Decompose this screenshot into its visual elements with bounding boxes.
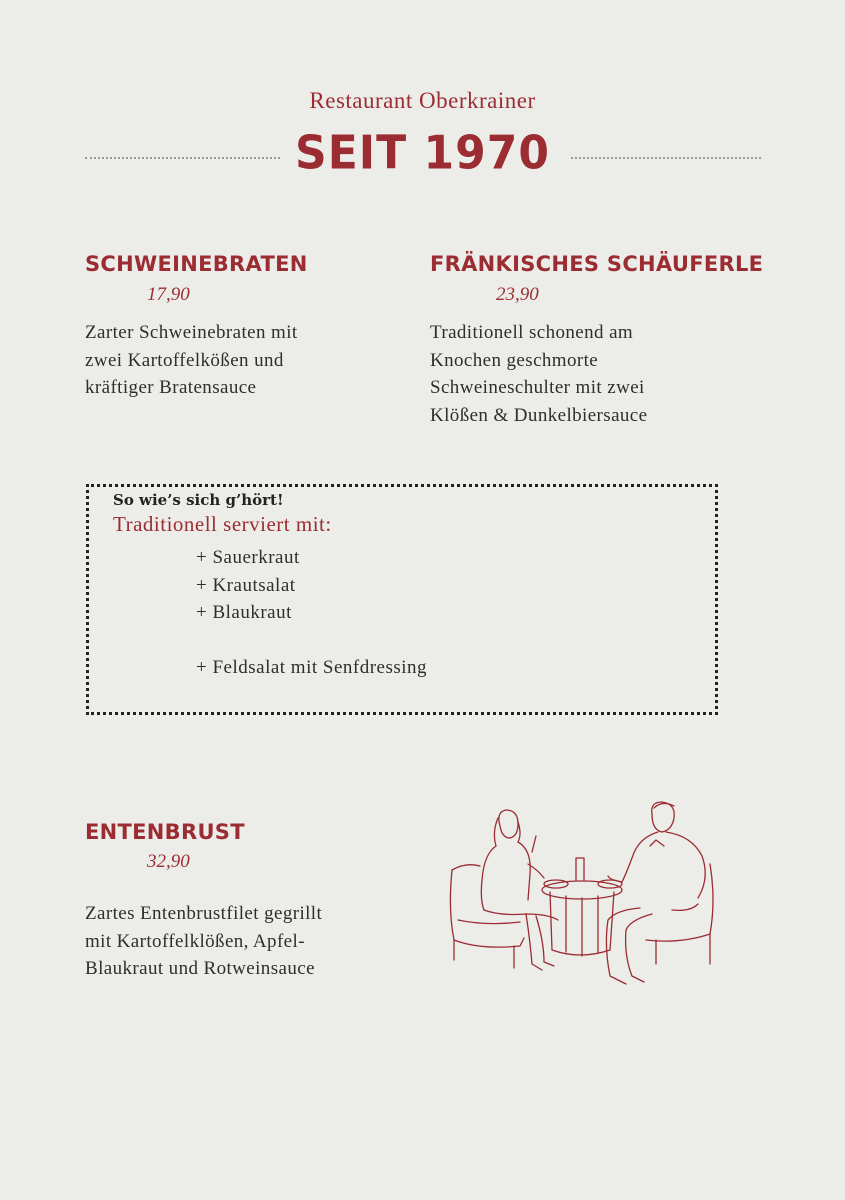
dish-title: ENTENBRUST — [85, 820, 245, 844]
side-item: + Krautsalat — [196, 575, 296, 596]
dish-description — [430, 319, 647, 429]
side-item: + Sauerkraut — [196, 547, 300, 568]
dish-title: SCHWEINEBRATEN — [85, 252, 308, 276]
description-line: Zarter Schweinebraten mit — [85, 322, 298, 343]
description-line: Traditionell schonend am — [430, 322, 634, 343]
description-line: Zartes Entenbrustfilet gegrillt — [85, 903, 323, 924]
description-line: Blaukraut und Rotweinsauce — [85, 958, 315, 979]
sides-title: Traditionell serviert mit: — [113, 512, 332, 536]
side-item: + Blaukraut — [196, 602, 292, 623]
description-line: zwei Kartoffelkößen und — [85, 349, 284, 371]
page-tagline: SEIT 1970 — [295, 126, 550, 181]
sides-kicker: So wie’s sich g’hört! — [113, 491, 284, 509]
description-line: Schweineschulter mit zwei — [430, 377, 645, 398]
description-line: Klößen & Dunkelbiersauce — [430, 404, 648, 426]
dish-price: 32,90 — [147, 851, 190, 872]
dish-description — [85, 319, 298, 402]
dish-price: 23,90 — [496, 284, 539, 305]
dish-description — [85, 900, 322, 983]
dish-title: FRÄNKISCHES SCHÄUFERLE — [430, 252, 764, 276]
description-line: mit Kartoffelklößen, Apfel- — [85, 930, 305, 952]
description-line: kräftiger Bratensauce — [85, 377, 257, 398]
description-line: Knochen geschmorte — [430, 349, 599, 371]
dish-price: 17,90 — [147, 284, 190, 305]
restaurant-name: Restaurant Oberkrainer — [309, 88, 536, 113]
side-item: + Feldsalat mit Senfdressing — [196, 657, 428, 678]
couple-dining-illustration — [440, 800, 720, 995]
